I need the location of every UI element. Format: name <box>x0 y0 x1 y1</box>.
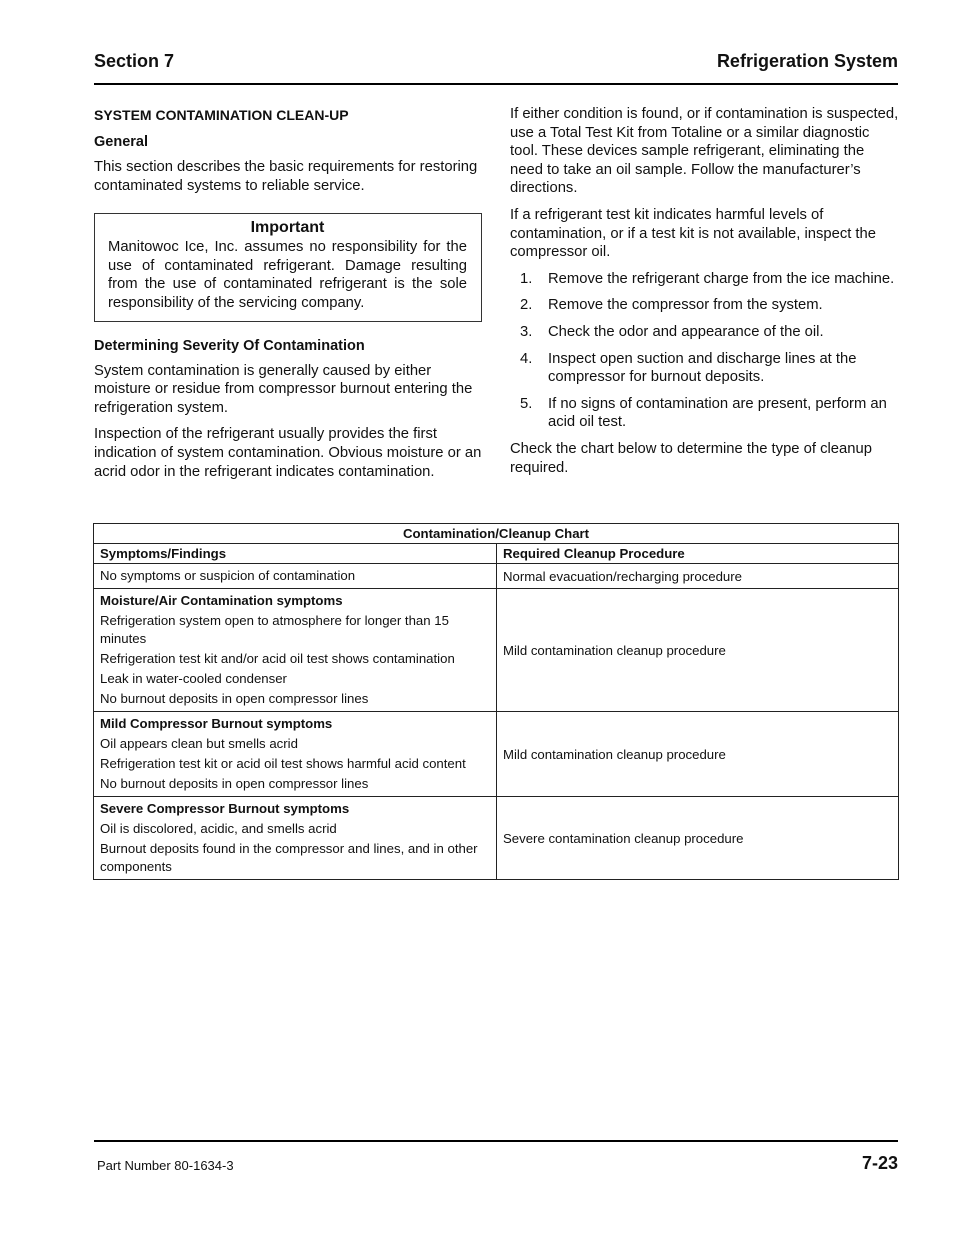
symptom-item: Leak in water-cooled condenser <box>100 671 287 686</box>
section-label: Section 7 <box>94 51 175 71</box>
table-row <box>94 589 899 712</box>
main-heading: SYSTEM CONTAMINATION CLEAN-UP <box>94 107 349 123</box>
symptom-item: No burnout deposits in open compressor lines <box>100 776 369 791</box>
procedure-cell: Normal evacuation/recharging procedure <box>497 564 899 589</box>
list-item: 4. Inspect open suction and discharge lines at the compressor for burnout deposits. <box>520 350 857 386</box>
header-divider <box>94 83 898 85</box>
right-column <box>510 105 900 477</box>
part-number: Part Number 80-1634-3 <box>97 1158 234 1173</box>
table-row <box>94 564 899 589</box>
list-item: 3. Check the odor and appearance of the oil. <box>520 323 824 340</box>
symptom-item: Refrigeration test kit and/or acid oil test shows contamination <box>100 651 455 666</box>
symptom-item: Refrigeration system open to atmosphere for longer than 15 minutes <box>100 613 449 646</box>
symptom-item: Refrigeration test kit or acid oil test shows harmful acid content <box>100 756 466 771</box>
list-item: 1. Remove the refrigerant charge from the ice machine. <box>520 270 895 287</box>
column-header-symptoms: Symptoms/Findings <box>94 544 497 564</box>
procedure-cell: Mild contamination cleanup procedure <box>497 712 899 797</box>
right-paragraph-1: If either condition is found, or if contamination is suspected, use a Total Test Kit from Totaline or a similar diagnostic tool. These devices sample refrigerant, eliminating the need to take an oil sample. Follow the manufacturer’s directions. <box>510 106 899 197</box>
important-title: Important <box>250 219 325 237</box>
page-number: 7-23 <box>861 1153 898 1173</box>
symptom-group-title: Severe Compressor Burnout symptoms <box>100 801 350 816</box>
symptom-item: Oil appears clean but smells acrid <box>100 736 298 751</box>
table-row <box>94 712 899 797</box>
left-column <box>94 105 482 481</box>
severity-paragraph-2: Inspection of the refrigerant usually provides the first indication of system contamination. Obvious moisture or an acrid odor in the refrigerant indicates contamination. <box>94 426 482 480</box>
symptom-item: No symptoms or suspicion of contamination <box>100 568 356 583</box>
general-text: This section describes the basic requirements for restoring contaminated systems to reliable service. <box>94 159 478 194</box>
symptom-item: No burnout deposits in open compressor lines <box>100 691 369 706</box>
procedure-cell: Severe contamination cleanup procedure <box>497 797 899 880</box>
severity-paragraph-1: System contamination is generally caused by either moisture or residue from compressor burnout entering the refrigeration system. <box>94 362 473 416</box>
severity-heading: Determining Severity Of Contamination <box>94 337 365 354</box>
table-row <box>94 797 899 880</box>
right-paragraph-3: Check the chart below to determine the type of cleanup required. <box>510 440 872 476</box>
important-text: Manitowoc Ice, Inc. assumes no responsibility for the use of contaminated refrigerant. Damage resulting from the use of contaminated refrigerant is the sole responsibility of the servicing company. <box>108 239 467 311</box>
right-paragraph-2: If a refrigerant test kit indicates harmful levels of contamination, or if a test kit is not available, inspect the compressor oil. <box>510 206 877 261</box>
procedure-cell: Mild contamination cleanup procedure <box>497 589 899 712</box>
symptom-group-title: Mild Compressor Burnout symptoms <box>100 716 333 731</box>
symptom-item: Oil is discolored, acidic, and smells acrid <box>100 821 337 836</box>
list-item: 2. Remove the compressor from the system. <box>520 297 823 314</box>
symptom-item: Burnout deposits found in the compressor and lines, and in other components <box>100 841 478 874</box>
symptom-group-title: Moisture/Air Contamination symptoms <box>100 593 343 608</box>
list-item: 5. If no signs of contamination are present, perform an acid oil test. <box>520 395 887 431</box>
contamination-cleanup-chart <box>93 523 899 880</box>
inspection-steps <box>510 270 900 432</box>
table-title: Contamination/Cleanup Chart <box>94 524 899 544</box>
page-title: Refrigeration System <box>716 51 898 71</box>
footer-divider <box>94 1140 898 1142</box>
general-heading: General <box>94 134 148 150</box>
important-notice <box>94 213 482 321</box>
column-header-procedure: Required Cleanup Procedure <box>497 544 899 564</box>
